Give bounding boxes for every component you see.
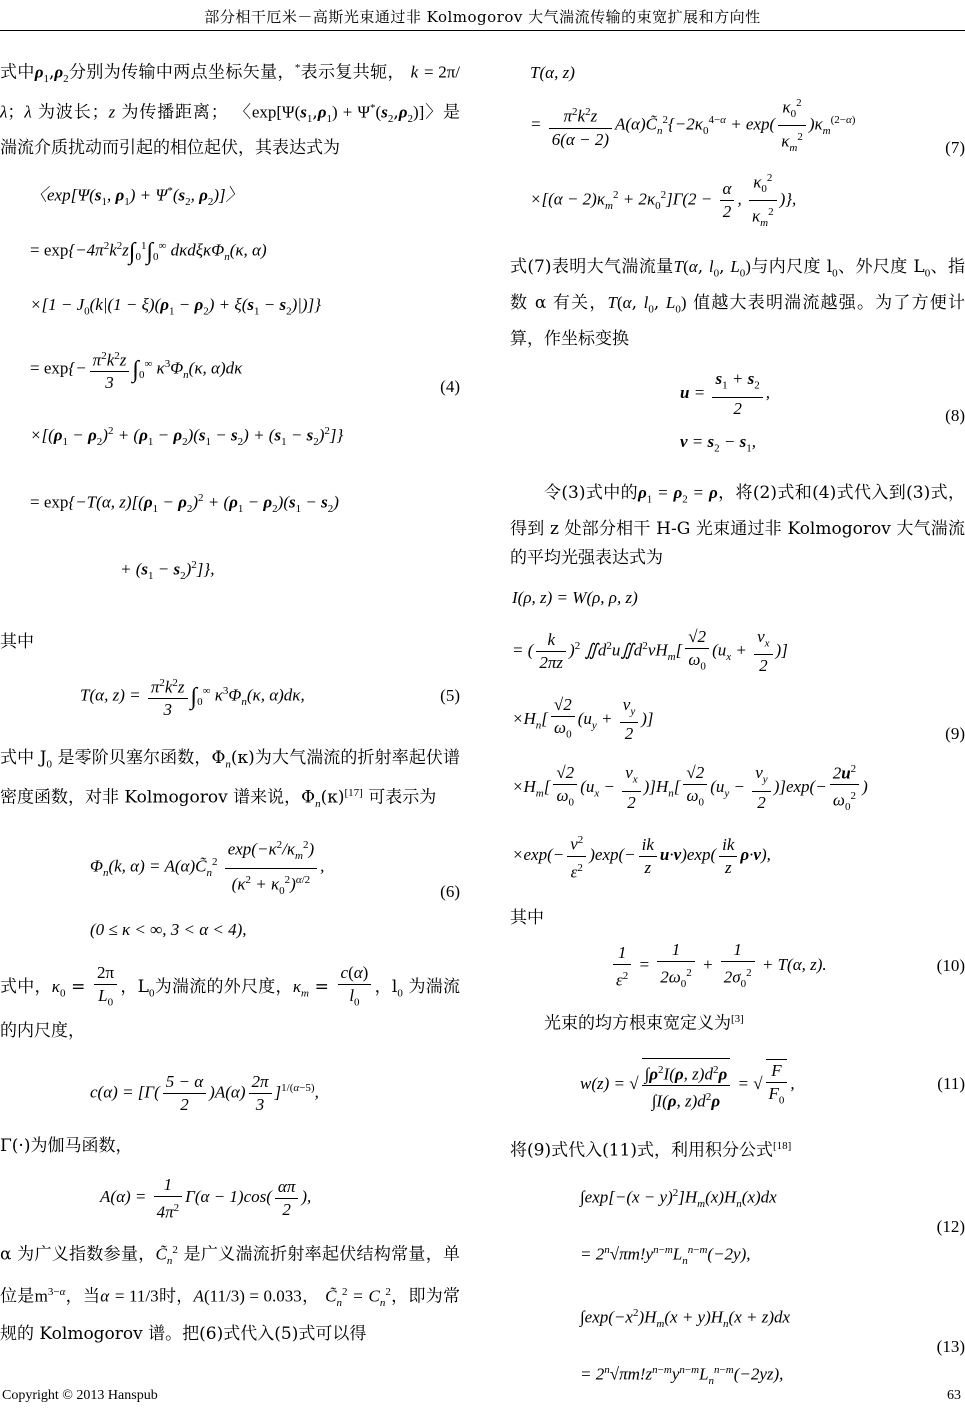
running-header: 部分相干厄米－高斯光束通过非 Kolmogorov 大气湍流传输的束宽扩展和方向性 (204, 8, 761, 26)
paragraph-scales: 式中，$\kappa_0$ = $\frac{2\pi}{L_0}$ ，$L_0$为湍流的外尺度，$\kappa_m$ = $\frac{c(\alpha)}{l_0}$ ，$l_0$ 为湍流的内尺度， (0, 963, 461, 1041)
paragraph-turbulence: 式(7)表明大气湍流量T(α, $l_0$, $L_0$)与内尺度 $l_0$、外尺度 $L_0$、指数 α 有关，T(α, $l_0$, $L_0$) 值越大表明湍流越强。为了方便计算，作坐标变换 (510, 257, 965, 349)
equation-10: $\frac{1}{\varepsilon^2}$ = $\frac{1}{2\omega_0^2}$ + $\frac{1}{2\sigma_0^2}$ + T(α, z). (10) (510, 937, 965, 994)
equation-number: (5) (440, 686, 460, 706)
equation-number: (9) (945, 723, 965, 743)
qizhong-label: 其中 (510, 908, 544, 929)
equation-11: w(z) = √ $\frac{\int\rho^2I(\rho, z)d^2\rho}{\int I(\rho, z)d^2\rho}$ = √ $\frac{F}{F_0}$ , (11) (510, 1046, 965, 1122)
paragraph-definitions: 式中$\rho_1,\rho_2$分别为传输中两点坐标矢量，*表示复共轭， k = 2π/λ；λ 为波长；z 为传播距离； 〈$\exp[\Psi(s_1,\rho_1) + \Psi^*(s_2,\rho_2)]$〉是湍流介质扰动而引起的相位起伏，其表达式为 (0, 62, 461, 159)
equation-6: $\Phi_n(k$, $\alpha) = A(\alpha)C̃_n^2$ $\frac{\exp(-\kappa^2/\kappa_m^2)}{(\kappa^2 + \kappa_0^2)^{\alpha/2}}$ , (0 ≤ κ < ∞, 3 < α < 4), (6) (0, 829, 460, 954)
equation-number: (13) (936, 1337, 965, 1357)
equation-number: (11) (937, 1074, 965, 1094)
equation-A-alpha: A(α) = $\frac{1}{4\pi^2}$ Γ(α − 1)cos( $\frac{\alpha\pi}{2}$ ), (100, 1174, 312, 1222)
right-column (510, 58, 965, 1404)
paragraph-rms-width: 光束的均方根束宽定义为[3] (544, 1012, 744, 1034)
equation-4: 〈$\exp[\Psi(s_1$, $\rho_1) + \Psi^*(s_2$, $\rho_2$)]〉 = $\exp\{-4\pi^2k^2z\int_0^1\int_0^\infty$ dκdξκΦ$_n$(κ, α) $\times[1 - J_0(k|(1 - \xi)(\rho_1 - \rho_2) + \xi(s_1 - s_2)|)]$} = exp{− $\frac{\pi^2k^2z}{3}$ $\int_0^\infty$ $\kappa^3\Phi_n(\kappa$, α)dκ $\times[(\rho_1 - \rho_2)^2 + (\rho_1 - \rho_2)(s_1 - s_2) + (s_1 - s_2)^2]$} = exp{−T(α, $z)[(\rho_1 - \rho_2)^2 + (\rho_1 - \rho_2)(s_1 - s_2)$ + $(s_1 - s_2)^2$]}, (4) (30, 185, 460, 582)
qizhong-label: 其中 (0, 631, 34, 652)
equation-number: (4) (440, 377, 460, 397)
equation-7: T(α, z) = $\frac{\pi^2k^2z}{6(\alpha - 2)}$ $A(\alpha)C̃_n^2\{-2\kappa_0^{4-\alpha} + \exp$( $\frac{\kappa_0^2}{\kappa_m^2}$ )$\kappa_m^{(2-\alpha)}$ $\times[(\alpha - 2)\kappa_m^2 + 2\kappa_0^2]\Gamma(2$ − $\frac{\alpha}{2}$ , $\frac{\kappa_0^2}{\kappa_m^2}$ )}, (7) (530, 63, 965, 230)
copyright-notice: Copyright © 2013 Hanspub (2, 1388, 158, 1403)
equation-number: (10) (936, 956, 965, 976)
left-column (0, 54, 460, 1350)
equation-13: $\int\exp(-x^2)H_m(x + y)H_n(x + z)dx$ = $2^n√\pi m!z^{n-m}y^{n-m}L_n^{n-m}(-2yz)$, (13) (580, 1307, 965, 1388)
paragraph-structure-constant: α 为广义指数参量，$C̃_n^2$ 是广义湍流折射率起伏结构常量，单位是$m^{3-\alpha}$，当α = 11/3时，A(11/3) = 0.033， $C̃_n^2 = C_n^2$，即为常规的 Kolmogorov 谱。把(6)式代入(5)式可以得 (0, 1244, 461, 1345)
paragraph-spectrum: 式中 $J_0$ 是零阶贝塞尔函数，$\Phi_n(\kappa)$为大气湍流的折射率起伏谱密度函数，对非 Kolmogorov 谱来说，$\Phi_n(\kappa)[17]$ 可表示为 (0, 747, 461, 811)
equation-9: I(ρ, z) = W(ρ, ρ, z) = ( $\frac{k}{2\pi z}$ )$^2$ $∬d^2u∬d^2vH_m$[ $\frac{√2}{\omega_0}$ ($u_x$ + $\frac{v_x}{2}$ )] $\times H_n$[ $\frac{√2}{\omega_0}$ ($u_y$ + $\frac{v_y}{2}$ )] $\times H_m$[ $\frac{√2}{\omega_0}$ ($u_x$ − $\frac{v_x}{2}$ )]$H_n$[ $\frac{√2}{\omega_0}$ ($u_y$ − $\frac{v_y}{2}$ )]exp(− $\frac{2u^2}{\omega_0^2}$ ) ×exp(− $\frac{v^2}{\varepsilon^2}$ )exp(− $\frac{ik}{z}$ u·v)exp( $\frac{ik}{z}$ ρ·v), (9) (512, 587, 965, 882)
paragraph-intensity: 令(3)式中的$\rho_1 = \rho_2 = \rho$，将(2)式和(4)式代入到(3)式，得到 z 处部分相干 H-G 光束通过非 Kolmogorov 大气湍流的平均光强表达式为 (510, 483, 965, 568)
equation-5: T(α, z) = $\frac{\pi^2k^2z}{3}$ $\int_0^\infty$ $\kappa^3\Phi_n(\kappa$, α)dκ, (5) (0, 663, 460, 730)
equation-number: (7) (945, 138, 965, 158)
equation-c-alpha: c(α) = [Γ( $\frac{5 - \alpha}{2}$ )A(α) $\frac{2\pi}{3}$ ]$^{1/(\alpha-5)}$, (90, 1071, 319, 1114)
equation-number: (12) (936, 1216, 965, 1236)
equation-number: (8) (945, 406, 965, 426)
header-rule (0, 30, 965, 31)
page-number: 63 (947, 1388, 961, 1403)
equation-8: u = $\frac{s_1 + s_2}{2}$ , $v = s_2 - s_1$, (8) (680, 369, 965, 455)
paragraph-integral: 将(9)式代入(11)式，利用积分公式[18] (510, 1140, 792, 1161)
paragraph-gamma: Γ(·)为伽马函数， (0, 1136, 133, 1157)
equation-12: $\int\exp[-(x - y)^2]H_m(x)H_n(x)dx$ = $2^n√\pi m!y^{n-m}L_n^{n-m}(-2y)$, (12) (580, 1186, 965, 1267)
equation-number: (6) (440, 881, 460, 901)
